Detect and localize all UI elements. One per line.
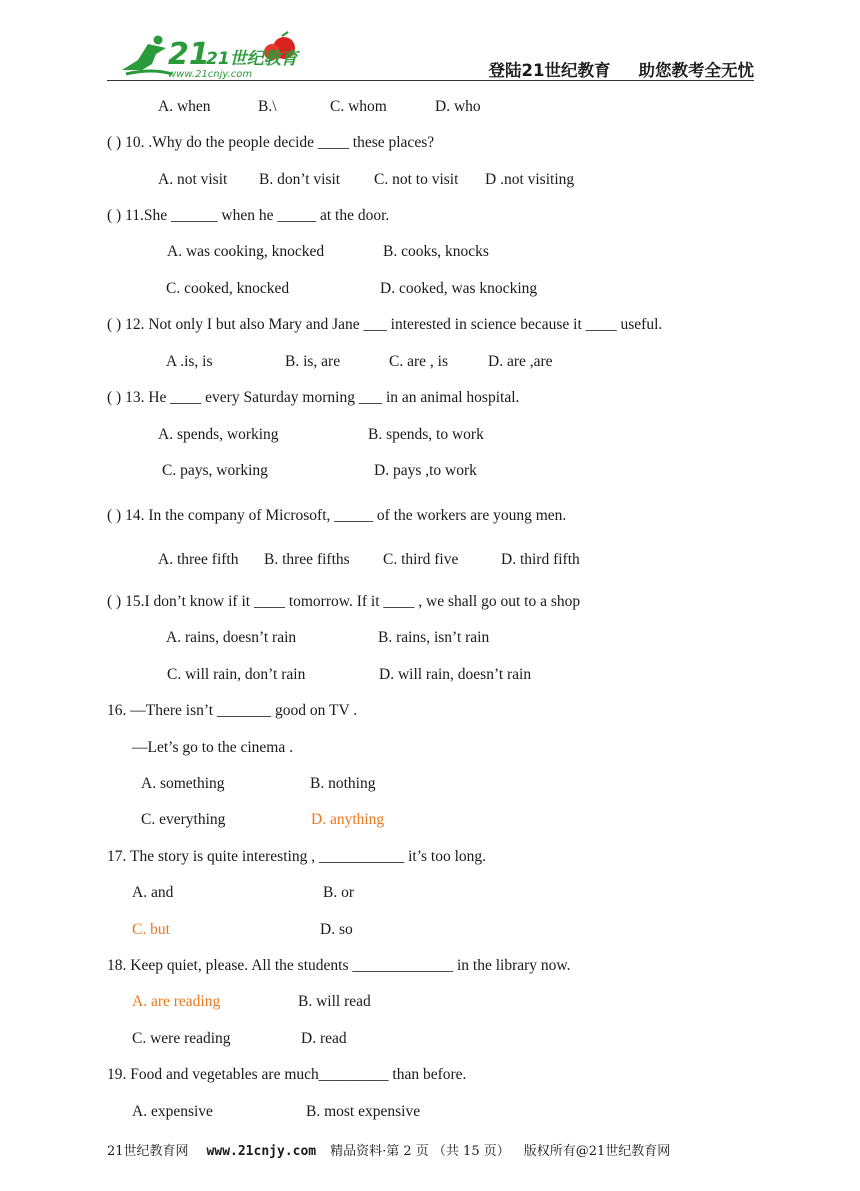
- question-text-line: D. will rain, doesn’t rain: [379, 666, 532, 683]
- question-text-line: B.\: [258, 98, 277, 115]
- footer-copyright: 版权所有@21世纪教育网: [523, 1144, 671, 1159]
- question-text-line: D. cooked, was knocking: [380, 280, 538, 297]
- question-text-line: D. read: [301, 1030, 347, 1047]
- question-text-line: C. third five: [383, 551, 459, 568]
- question-text-line: A. spends, working: [158, 426, 279, 443]
- question-text-line: 18. Keep quiet, please. All the students _____________ in the library now.: [107, 957, 571, 974]
- question-text-line: ( ) 12. Not only I but also Mary and Jane ___ interested in science because it ____ useful.: [107, 316, 663, 333]
- question-text-line: 19. Food and vegetables are much_________ than before.: [107, 1066, 467, 1083]
- question-text-line: B. three fifths: [264, 551, 350, 568]
- question-text-line: A. rains, doesn’t rain: [166, 629, 297, 646]
- question-text-line: C. were reading: [132, 1030, 231, 1047]
- question-text-line: D. pays ,to work: [374, 462, 477, 479]
- answer-highlight-text: A. are reading: [132, 993, 221, 1010]
- question-text-line: —Let’s go to the cinema .: [132, 739, 293, 756]
- page-footer: [107, 1140, 670, 1159]
- question-text-line: ( ) 14. In the company of Microsoft, _____ of the workers are young men.: [107, 507, 567, 524]
- question-text-line: ( ) 10. .Why do the people decide ____ these places?: [107, 134, 435, 151]
- footer-url[interactable]: www.21cnjy.com: [206, 1144, 317, 1159]
- question-text-line: D. are ,are: [488, 353, 553, 370]
- question-text-line: C. are , is: [389, 353, 448, 370]
- question-text-line: D. so: [320, 921, 353, 938]
- question-text-line: B. or: [323, 884, 354, 901]
- footer-page-info: 精品资料·第 2 页 （共 15 页）: [330, 1144, 510, 1159]
- question-text-line: A. something: [141, 775, 225, 792]
- question-text-line: A. three fifth: [158, 551, 239, 568]
- svg-text:www.21cnjy.com: www.21cnjy.com: [168, 69, 253, 80]
- svg-text:21: 21: [168, 37, 210, 72]
- question-text-line: D .not visiting: [485, 171, 575, 188]
- question-text-line: B. most expensive: [306, 1103, 421, 1120]
- question-text-line: ( ) 15.I don’t know if it ____ tomorrow. If it ____ , we shall go out to a shop: [107, 593, 581, 610]
- question-text-line: A. not visit: [158, 171, 228, 188]
- question-text-line: B. is, are: [285, 353, 341, 370]
- question-text-line: B. will read: [298, 993, 371, 1010]
- question-text-line: C. will rain, don’t rain: [167, 666, 306, 683]
- question-text-line: A .is, is: [166, 353, 213, 370]
- question-text-line: B. rains, isn’t rain: [378, 629, 490, 646]
- question-text-line: ( ) 13. He ____ every Saturday morning ___ in an animal hospital.: [107, 389, 520, 406]
- question-text-line: C. everything: [141, 811, 226, 828]
- question-text-line: 17. The story is quite interesting , ___________ it’s too long.: [107, 848, 487, 865]
- header-title-right: 助您教考全无忧: [638, 61, 754, 80]
- question-text-line: 16. —There isn’t _______ good on TV .: [107, 702, 358, 719]
- question-text-line: D. third fifth: [501, 551, 580, 568]
- question-text-line: B. don’t visit: [259, 171, 341, 188]
- question-text-line: C. whom: [330, 98, 387, 115]
- header-title: [489, 57, 754, 81]
- answer-highlight-text: D. anything: [311, 811, 385, 828]
- question-text-line: A. was cooking, knocked: [167, 243, 325, 260]
- question-text-line: A. expensive: [132, 1103, 213, 1120]
- answer-highlight-text: C. but: [132, 921, 170, 938]
- svg-text:21世纪教育: 21世纪教育: [206, 49, 298, 69]
- question-text-line: B. nothing: [310, 775, 376, 792]
- question-text-line: A. when: [158, 98, 211, 115]
- question-text-line: ( ) 11.She ______ when he _____ at the door.: [107, 207, 390, 224]
- question-text-line: D. who: [435, 98, 481, 115]
- header-title-left: 登陆21世纪教育: [488, 61, 611, 80]
- header-divider: [107, 80, 754, 81]
- question-text-line: C. pays, working: [162, 462, 268, 479]
- question-text-line: A. and: [132, 884, 174, 901]
- footer-site: 21世纪教育网: [107, 1144, 189, 1159]
- site-logo: [112, 30, 312, 82]
- question-text-line: B. cooks, knocks: [383, 243, 489, 260]
- question-text-line: C. cooked, knocked: [166, 280, 290, 297]
- question-text-line: B. spends, to work: [368, 426, 484, 443]
- question-text-line: C. not to visit: [374, 171, 459, 188]
